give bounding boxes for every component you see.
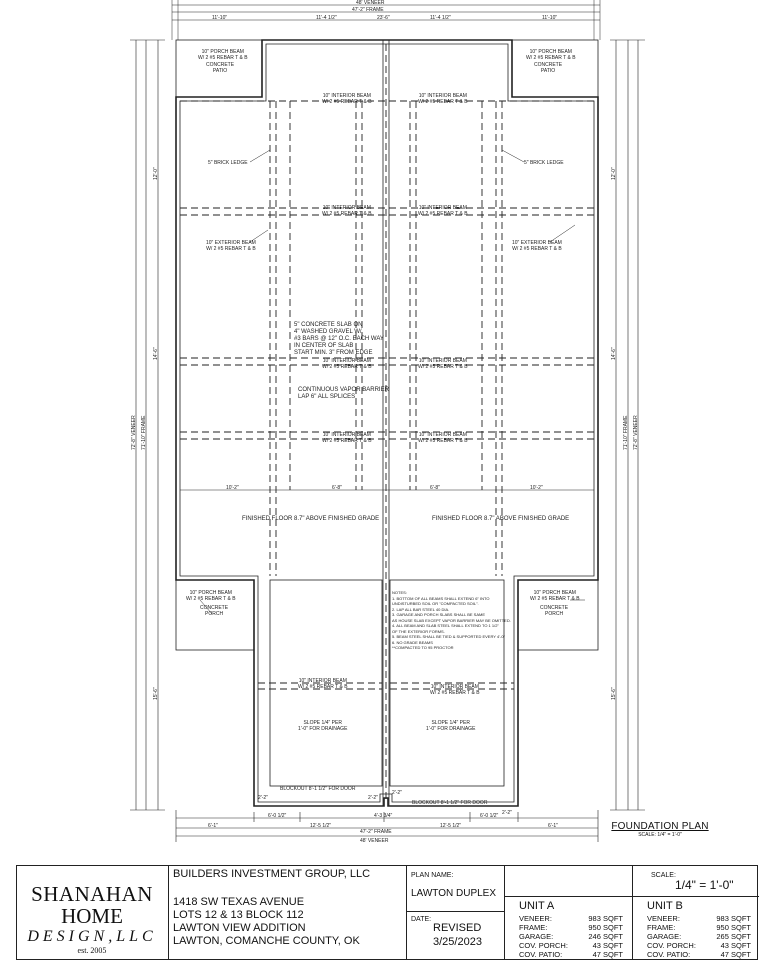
logo-cell	[17, 866, 169, 959]
plan-title: FOUNDATION PLAN	[611, 821, 709, 832]
plan-scale-note: SCALE: 1/4" = 1'-0"	[638, 832, 682, 838]
int-beam-label: 10" INTERIOR BEAM W/ 2 #5 REBAR T & B	[418, 205, 468, 217]
int-beam-label: 10" INTERIOR BEAM W/ 2 #5 REBAR T & B	[430, 684, 480, 696]
dim-small: 2'-2"	[368, 795, 378, 801]
unit-b-cell	[633, 866, 759, 959]
revised-label: REVISED	[433, 922, 482, 934]
dim-mid: 10'-2"	[226, 485, 239, 491]
dim-bottom-veneer: 48' VENEER	[360, 838, 389, 844]
dim-top-seg: 23'-6"	[377, 15, 390, 21]
dim-mid: 6'-8"	[430, 485, 440, 491]
scale-label: SCALE:	[651, 872, 676, 879]
address-line-3: LAWTON VIEW ADDITION	[173, 922, 306, 934]
logo-est: est. 2005	[77, 946, 107, 955]
plan-title-block	[600, 821, 720, 838]
unit-b-title: UNIT B	[647, 900, 683, 912]
dim-top-seg: 11'-4 1/2"	[316, 15, 337, 21]
int-beam-label: 10" INTERIOR BEAM W/ 2 #5 REBAR T & B	[322, 432, 372, 444]
company-logo	[25, 874, 159, 956]
brick-ledge-label-l: 5" BRICK LEDGE	[208, 160, 248, 166]
porch-beam-label-bl: 10" PORCH BEAM W/ 2 #5 REBAR T & B	[186, 590, 236, 602]
logo-line-2: HOME	[61, 904, 123, 928]
dim-top-veneer: 48' VENEER	[356, 0, 385, 6]
unit-a-row: COV. PORCH: 43 SQFT	[519, 941, 623, 950]
logo-line-1: SHANAHAN	[31, 882, 153, 906]
porch-beam-label-tl: 10" PORCH BEAM W/ 2 #5 REBAR T & B	[198, 49, 248, 61]
logo-line-3: DESIGN,LLC	[27, 928, 157, 945]
unit-a-row: COV. PATIO: 47 SQFT	[519, 950, 623, 959]
concrete-patio-label-r: CONCRETE PATIO	[534, 62, 563, 74]
finished-floor-label-l: FINISHED FLOOR 8.7" ABOVE FINISHED GRADE	[242, 516, 380, 522]
address-line-1: 1418 SW TEXAS AVENUE	[173, 896, 305, 908]
address-line-4: LAWTON, COMANCHE COUNTY, OK	[173, 935, 360, 947]
dim-right-veneer: 72'-8" VENEER	[633, 415, 639, 450]
porch-beam-label-tr: 10" PORCH BEAM W/ 2 #5 REBAR T & B	[526, 49, 576, 61]
int-beam-label: 10" INTERIOR BEAM W/ 2 #5 REBAR T & B	[418, 358, 468, 370]
dim-mid: 10'-2"	[530, 485, 543, 491]
dim-bottom-seg: 6'-1"	[548, 823, 558, 829]
blockout-label-r: BLOCKOUT 8'-1 1/2" FOR DOOR	[412, 800, 488, 806]
dim-bottom-seg: 6'-0 1/2"	[268, 813, 287, 819]
unit-b-row: COV. PORCH: 43 SQFT	[647, 941, 751, 950]
dim-small: 2'-2"	[258, 795, 268, 801]
unit-a-cell	[505, 866, 633, 959]
dim-small: 2'-2"	[392, 790, 402, 796]
unit-a-row: VENEER: 983 SQFT	[519, 914, 623, 923]
slab-note: 5" CONCRETE SLAB ON 4" WASHED GRAVEL W/ #3 BARS @ 12" O.C. EACH WAY IN CENTER OF SLAB START MIN. 3" FROM EDGE	[294, 322, 384, 356]
slope-note-r: SLOPE 1/4" PER 1'-0" FOR DRAINAGE	[426, 720, 476, 732]
unit-a-title: UNIT A	[519, 900, 555, 912]
address-line-2: LOTS 12 & 13 BLOCK 112	[173, 909, 304, 921]
dim-bottom-seg: 6'-0 1/2"	[480, 813, 499, 819]
ext-beam-label-r: 10" EXTERIOR BEAM W/ 2 #5 REBAR T & B	[512, 240, 562, 252]
dim-top-seg: 11'-4 1/2"	[430, 15, 451, 21]
int-beam-label: 10" INTERIOR BEAM W/ 2 #5 REBAR T & B	[418, 93, 468, 105]
dim-bottom-seg: 12'-5 1/2"	[310, 823, 332, 829]
dim-left-inner: 12'-0"	[153, 167, 159, 180]
dim-top-frame: 47'-2" FRAME	[352, 7, 384, 13]
dim-right-inner: 14'-6"	[611, 347, 617, 360]
int-beam-label: 10" INTERIOR BEAM W/ 2 #5 REBAR T & B	[298, 678, 348, 690]
unit-b-row: COV. PATIO: 47 SQFT	[647, 950, 751, 959]
general-notes: NOTES: 1. BOTTOM OF ALL BEAMS SHALL EXTEND 6" INTO UNDISTURBED SOIL OR "COMPACTED SOIL". 2. LAP ALL BAR STEEL 40 DIA. 3. GARAGE AND PORCH SLABS SHALL BE SAME AS HOUSE SLAB EXCEPT VAPOR BARRIER MAY BE OMITTED. 4. ALL BEAM AND SLAB STEEL SHALL EXTEND TO 1 1/2" OF THE EXTERIOR FORMS. 5. BEAM STEEL SHALL BE TIED & SUPPORTED EVERY 4'-0" 6. NO GRADE BEAMS **COMPACTED TO 95 PROCTOR	[392, 590, 511, 650]
ext-beam-label-l: 10" EXTERIOR BEAM W/ 2 #5 REBAR T & B	[206, 240, 256, 252]
concrete-porch-label-l: CONCRETE PORCH	[200, 605, 229, 617]
client-cell	[169, 866, 407, 959]
unit-a-row: GARAGE: 246 SQFT	[519, 932, 623, 941]
client-name: BUILDERS INVESTMENT GROUP, LLC	[173, 868, 371, 880]
unit-b-row: GARAGE: 265 SQFT	[647, 932, 751, 941]
revised-date: 3/25/2023	[433, 936, 482, 948]
concrete-patio-label-l: CONCRETE PATIO	[206, 62, 235, 74]
unit-b-row: FRAME: 950 SQFT	[647, 923, 751, 932]
brick-ledge-label-r: 5" BRICK LEDGE	[524, 160, 564, 166]
slope-note-l: SLOPE 1/4" PER 1'-0" FOR DRAINAGE	[298, 720, 348, 732]
dim-right-inner: 15'-6"	[611, 687, 617, 700]
plan-name-cell	[407, 866, 505, 959]
dim-bottom-seg: 6'-1"	[208, 823, 218, 829]
dim-right-inner: 12'-0"	[611, 167, 617, 180]
finished-floor-label-r: FINISHED FLOOR 8.7" ABOVE FINISHED GRADE	[432, 516, 570, 522]
dim-right-frame: 71'-10" FRAME	[623, 415, 629, 450]
scale-value: 1/4" = 1'-0"	[675, 878, 734, 892]
date-label: DATE:	[411, 916, 432, 923]
dim-left-inner: 15'-6"	[153, 687, 159, 700]
int-beam-label: 10" INTERIOR BEAM W/ 2 #5 REBAR T & B	[322, 205, 372, 217]
concrete-porch-label-r: CONCRETE PORCH	[540, 605, 569, 617]
blockout-label-l: BLOCKOUT 8'-1 1/2" FOR DOOR	[280, 786, 356, 792]
dim-bottom-frame: 47'-2" FRAME	[360, 829, 392, 835]
unit-a-row: FRAME: 950 SQFT	[519, 923, 623, 932]
dim-small: 2'-2"	[502, 810, 512, 816]
int-beam-label: 10" INTERIOR BEAM W/ 2 #5 REBAR T & B	[418, 432, 468, 444]
int-beam-label: 10" INTERIOR BEAM W/ 2 #5 REBAR T & B	[322, 93, 372, 105]
dim-left-veneer: 72'-8" VENEER	[131, 415, 137, 450]
dim-left-inner: 14'-6"	[153, 347, 159, 360]
dim-top-seg: 11'-10"	[212, 15, 228, 21]
dim-bottom-seg: 4'-3 3/4"	[374, 813, 393, 819]
dim-bottom-seg: 12'-5 1/2"	[440, 823, 462, 829]
plan-name: LAWTON DUPLEX	[411, 888, 497, 899]
dim-top-seg: 11'-10"	[542, 15, 558, 21]
dim-left-frame: 71'-10" FRAME	[141, 415, 147, 450]
int-beam-label: 10" INTERIOR BEAM W/ 2 #5 REBAR T & B	[322, 358, 372, 370]
title-block	[16, 865, 758, 960]
unit-b-row: VENEER: 983 SQFT	[647, 914, 751, 923]
vapor-barrier-note: CONTINUOUS VAPOR BARRIER LAP 6" ALL SPLICES	[298, 387, 389, 400]
porch-beam-label-br: 10" PORCH BEAM W/ 2 #5 REBAR T & B	[530, 590, 580, 602]
plan-name-label: PLAN NAME:	[411, 872, 454, 879]
dim-mid: 6'-8"	[332, 485, 342, 491]
